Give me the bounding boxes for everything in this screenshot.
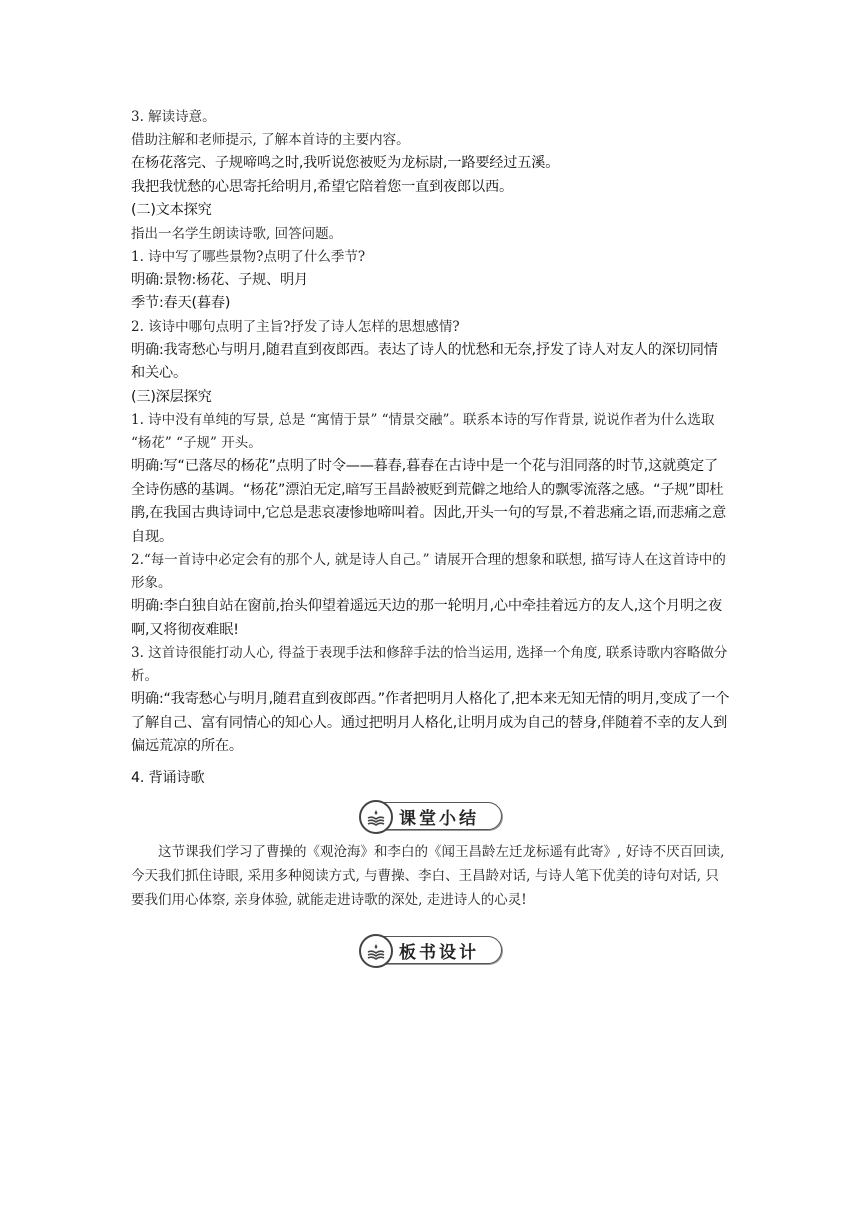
part2-question-1: 1. 诗中写了哪些景物?点明了什么季节? — [131, 248, 366, 265]
part2-answer-1-line-1: 明确:景物:杨花、子规、明月 — [131, 271, 309, 288]
book-emblem-icon — [359, 934, 393, 968]
part2-answer-2: 明确:我寄愁心与明月,随君直到夜郎西。表达了诗人的忧愁和无奈,抒发了诗人对友人的深切同情和关心。 — [131, 341, 718, 381]
class-summary-title: 课堂小结 — [399, 808, 479, 829]
part3-question-1: 1. 诗中没有单纯的写景, 总是 “寓情于景” “情景交融”。联系本诗的写作背景, 说说作者为什么选取 “杨花” “子规” 开头。 — [131, 412, 715, 451]
section3-heading: 3. 解读诗意。 — [131, 109, 216, 125]
part2-instruction: 指出一名学生朗读诗歌, 回答问题。 — [131, 225, 343, 242]
part3-question-2: 2.“每一首诗中必定会有的那个人, 就是诗人自己。” 请展开合理的想象和联想, 描写诗人在这首诗中的形象。 — [131, 552, 726, 591]
book-emblem-icon — [359, 800, 393, 834]
board-design-title: 板书设计 — [399, 942, 479, 963]
part3-answer-2: 明确:李白独自站在窗前,抬头仰望着遥远天边的那一轮明月,心中牵挂着远方的友人,这个月明之夜啊,又将彻夜难眠! — [131, 598, 723, 638]
class-summary-text: 这节课我们学习了曹操的《观沧海》和李白的《闻王昌龄左迁龙标遥有此寄》, 好诗不厌百回读, 今天我们抓住诗眼, 采用多种阅读方式, 与曹操、李白、王昌龄对话, 与诗人笔下优美的诗句对话, 只要我们用心体察, 亲身体验, 就能走进诗歌的深处, 走进诗人的心灵! — [131, 844, 725, 908]
translation-line-1: 在杨花落完、子规啼鸣之时,我听说您被贬为龙标尉,一路要经过五溪。 — [131, 155, 560, 171]
part3-answer-1: 明确:写“已落尽的杨花”点明了时令——暮春,暮春在古诗中是一个花与泪同落的时节,这就奠定了全诗伤感的基调。“杨花”漂泊无定,暗写王昌龄被贬到荒僻之地给人的飘零流落之感。“子规”即杜鹃,在我国古典诗词中,它总是悲哀凄惨地啼叫着。因此,开头一句的写景,不着悲痛之语,而悲痛之意自现。 — [131, 458, 727, 545]
translation-line-2: 我把我忧愁的心思寄托给明月,希望它陪着您一直到夜郎以西。 — [131, 178, 513, 195]
part3-question-3: 3. 这首诗很能打动人心, 得益于表现手法和修辞手法的恰当运用, 选择一个角度, 联系诗歌内容略做分析。 — [131, 645, 728, 684]
part2-heading: (二)文本探究 — [131, 202, 212, 218]
part3-answer-3: 明确:“我寄愁心与明月,随君直到夜郎西。”作者把明月人格化了,把本来无知无情的明月,变成了一个了解自己、富有同情心的知心人。通过把明月人格化,让明月成为自己的替身,伴随着不幸的友人到偏远荒凉的所在。 — [131, 691, 730, 754]
part2-question-2: 2. 该诗中哪句点明了主旨?抒发了诗人怎样的思想感情? — [131, 318, 460, 335]
class-summary-badge — [360, 802, 502, 830]
part2-answer-1-line-2: 季节:春天(暮春) — [131, 295, 231, 311]
lesson-content — [131, 106, 731, 964]
part3-heading: (三)深层探究 — [131, 388, 212, 405]
board-design-badge — [360, 936, 502, 964]
section4-heading: 4. 背诵诗歌 — [131, 769, 205, 786]
section3-instruction: 借助注解和老师提示, 了解本首诗的主要内容。 — [131, 132, 410, 148]
